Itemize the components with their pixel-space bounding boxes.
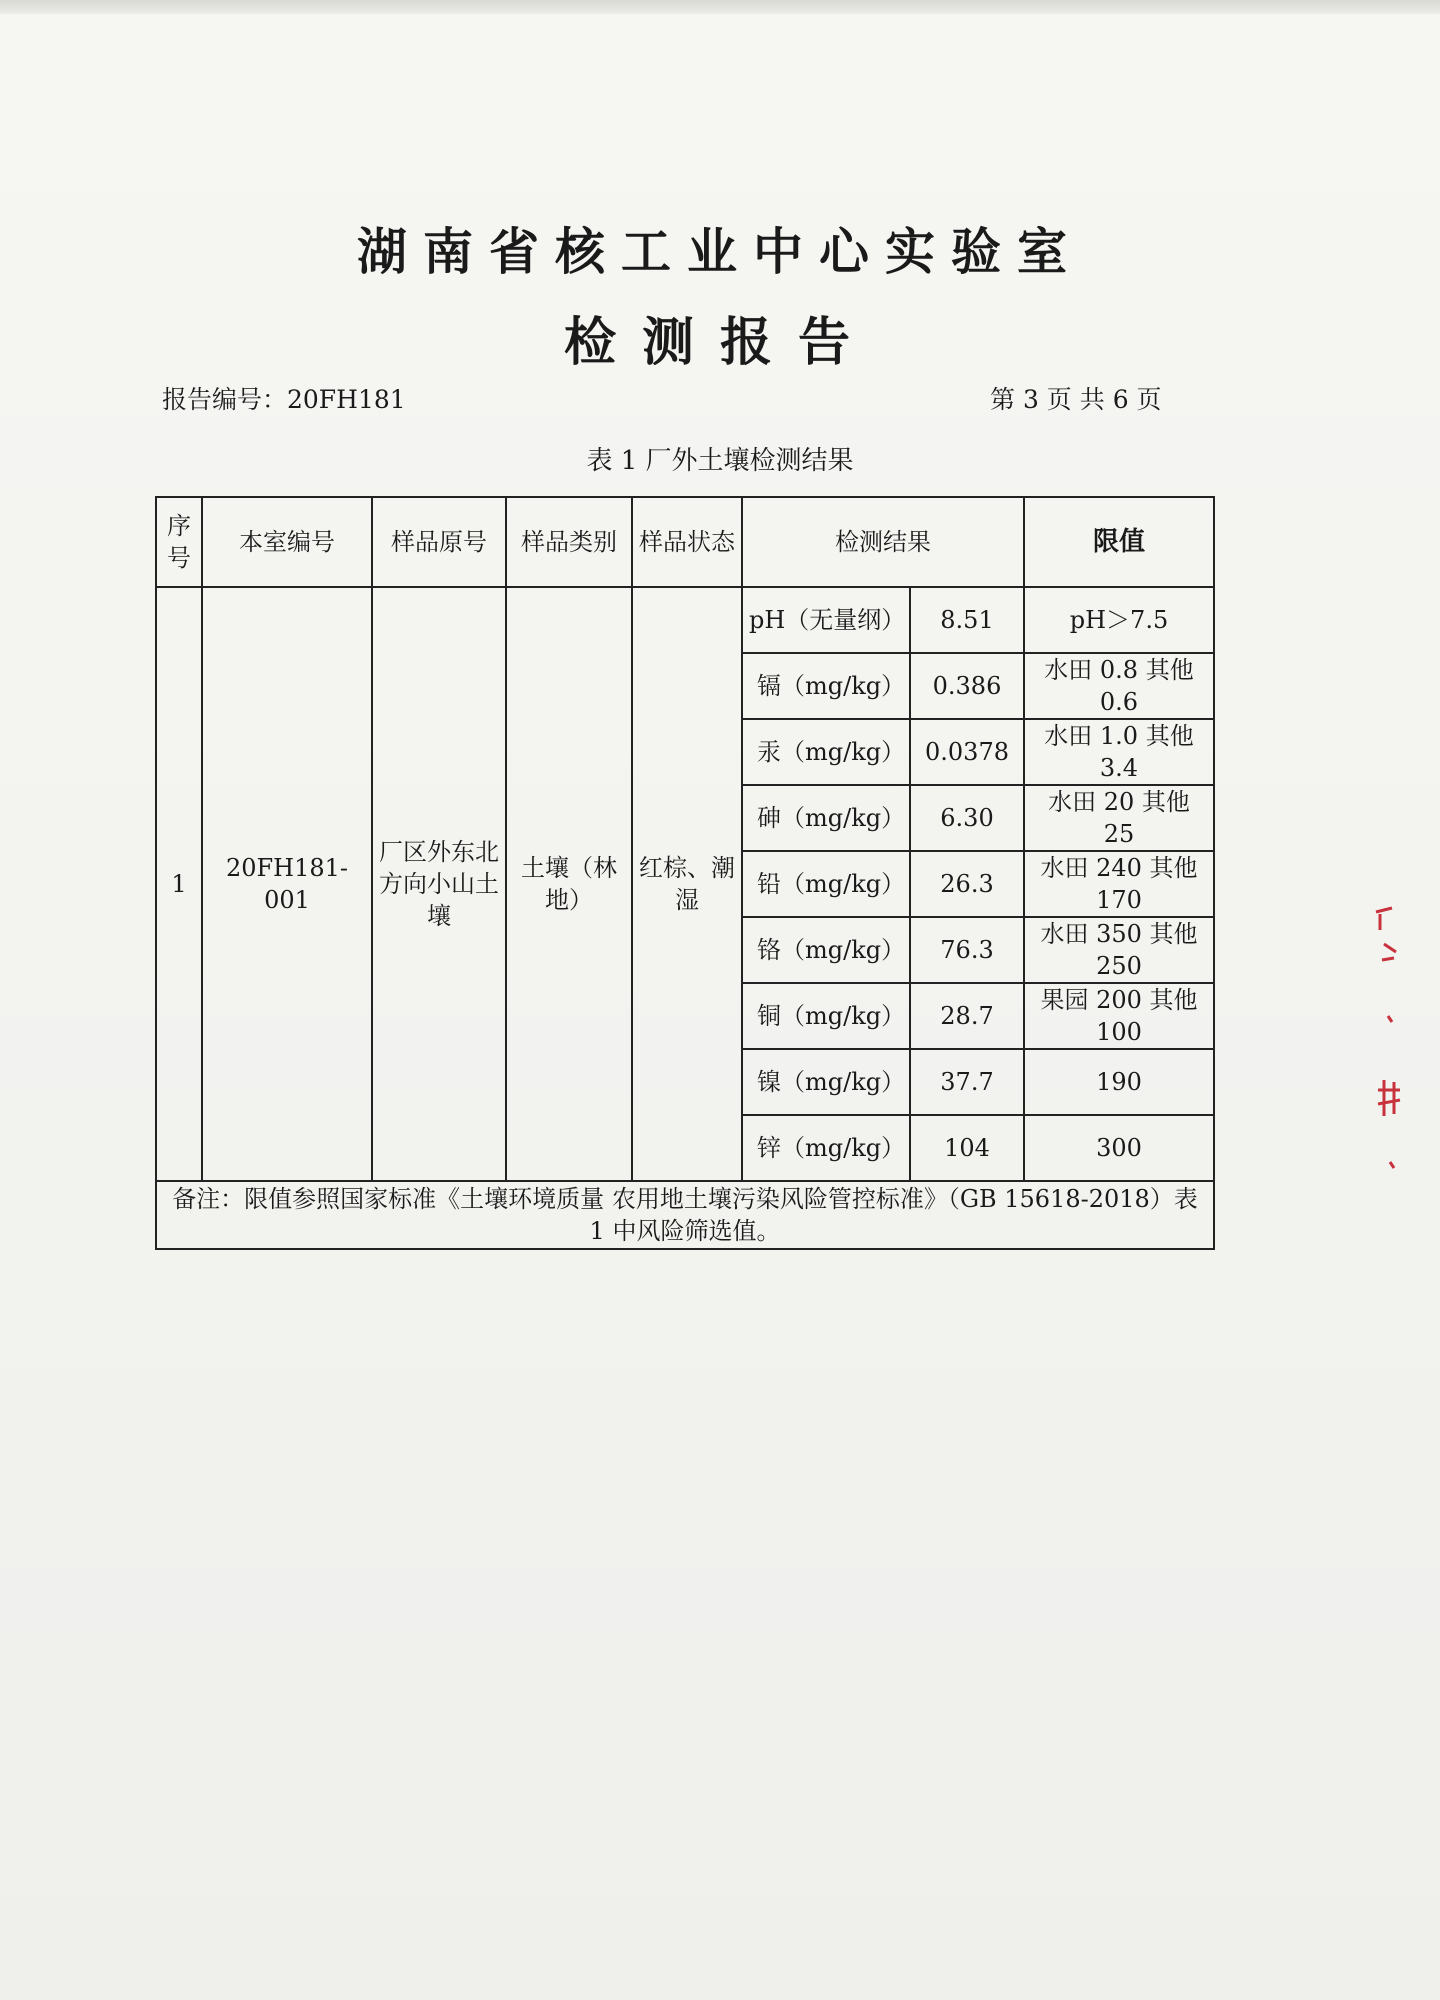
cell-sample-origin: 厂区外东北方向小山土壤 bbox=[372, 587, 506, 1181]
organization-title: 湖南省核工业中心实验室 bbox=[357, 223, 1083, 281]
cell-value: 76.3 bbox=[910, 917, 1024, 983]
cell-seq: 1 bbox=[156, 587, 202, 1181]
cell-analyte: 镍（mg/kg） bbox=[742, 1049, 910, 1115]
cell-limit: 300 bbox=[1024, 1115, 1214, 1181]
cell-limit: pH＞7.5 bbox=[1024, 587, 1214, 653]
header-result: 检测结果 bbox=[742, 497, 1024, 587]
cell-analyte: pH（无量纲） bbox=[742, 587, 910, 653]
cell-analyte: 铬（mg/kg） bbox=[742, 917, 910, 983]
red-seal-fragment-icon bbox=[1370, 900, 1410, 1180]
cell-limit: 水田 350 其他 250 bbox=[1024, 917, 1214, 983]
header-sample-origin: 样品原号 bbox=[372, 497, 506, 587]
remark-row bbox=[156, 1181, 1214, 1249]
cell-limit: 水田 0.8 其他 0.6 bbox=[1024, 653, 1214, 719]
cell-value: 0.386 bbox=[910, 653, 1024, 719]
table-caption: 表 1 厂外土壤检测结果 bbox=[586, 446, 854, 476]
cell-lab-id: 20FH181-001 bbox=[202, 587, 372, 1181]
header-sample-state: 样品状态 bbox=[632, 497, 742, 587]
results-table bbox=[155, 496, 1215, 1250]
cell-analyte: 镉（mg/kg） bbox=[742, 653, 910, 719]
cell-analyte: 铜（mg/kg） bbox=[742, 983, 910, 1049]
cell-value: 26.3 bbox=[910, 851, 1024, 917]
header-sample-type: 样品类别 bbox=[506, 497, 632, 587]
cell-value: 104 bbox=[910, 1115, 1024, 1181]
report-number: 报告编号：20FH181 bbox=[162, 385, 406, 414]
header-seq: 序号 bbox=[156, 497, 202, 587]
cell-limit: 水田 240 其他 170 bbox=[1024, 851, 1214, 917]
header-row bbox=[156, 497, 1214, 587]
page-indicator: 第 3 页 共 6 页 bbox=[990, 385, 1162, 414]
cell-analyte: 汞（mg/kg） bbox=[742, 719, 910, 785]
header-lab-id: 本室编号 bbox=[202, 497, 372, 587]
cell-value: 28.7 bbox=[910, 983, 1024, 1049]
cell-limit: 190 bbox=[1024, 1049, 1214, 1115]
cell-analyte: 砷（mg/kg） bbox=[742, 785, 910, 851]
cell-analyte: 锌（mg/kg） bbox=[742, 1115, 910, 1181]
table-row bbox=[156, 587, 1214, 653]
cell-value: 8.51 bbox=[910, 587, 1024, 653]
cell-sample-state: 红棕、潮湿 bbox=[632, 587, 742, 1181]
header-limit: 限值 bbox=[1024, 497, 1214, 587]
remark-text: 备注：限值参照国家标准《土壤环境质量 农用地土壤污染风险管控标准》（GB 15618-2018）表 1 中风险筛选值。 bbox=[156, 1181, 1214, 1249]
cell-value: 0.0378 bbox=[910, 719, 1024, 785]
cell-value: 6.30 bbox=[910, 785, 1024, 851]
cell-analyte: 铅（mg/kg） bbox=[742, 851, 910, 917]
cell-limit: 果园 200 其他 100 bbox=[1024, 983, 1214, 1049]
scan-top-edge bbox=[0, 0, 1440, 14]
report-title: 检测报告 bbox=[563, 313, 876, 373]
cell-limit: 水田 1.0 其他 3.4 bbox=[1024, 719, 1214, 785]
cell-limit: 水田 20 其他 25 bbox=[1024, 785, 1214, 851]
cell-sample-type: 土壤（林地） bbox=[506, 587, 632, 1181]
cell-value: 37.7 bbox=[910, 1049, 1024, 1115]
